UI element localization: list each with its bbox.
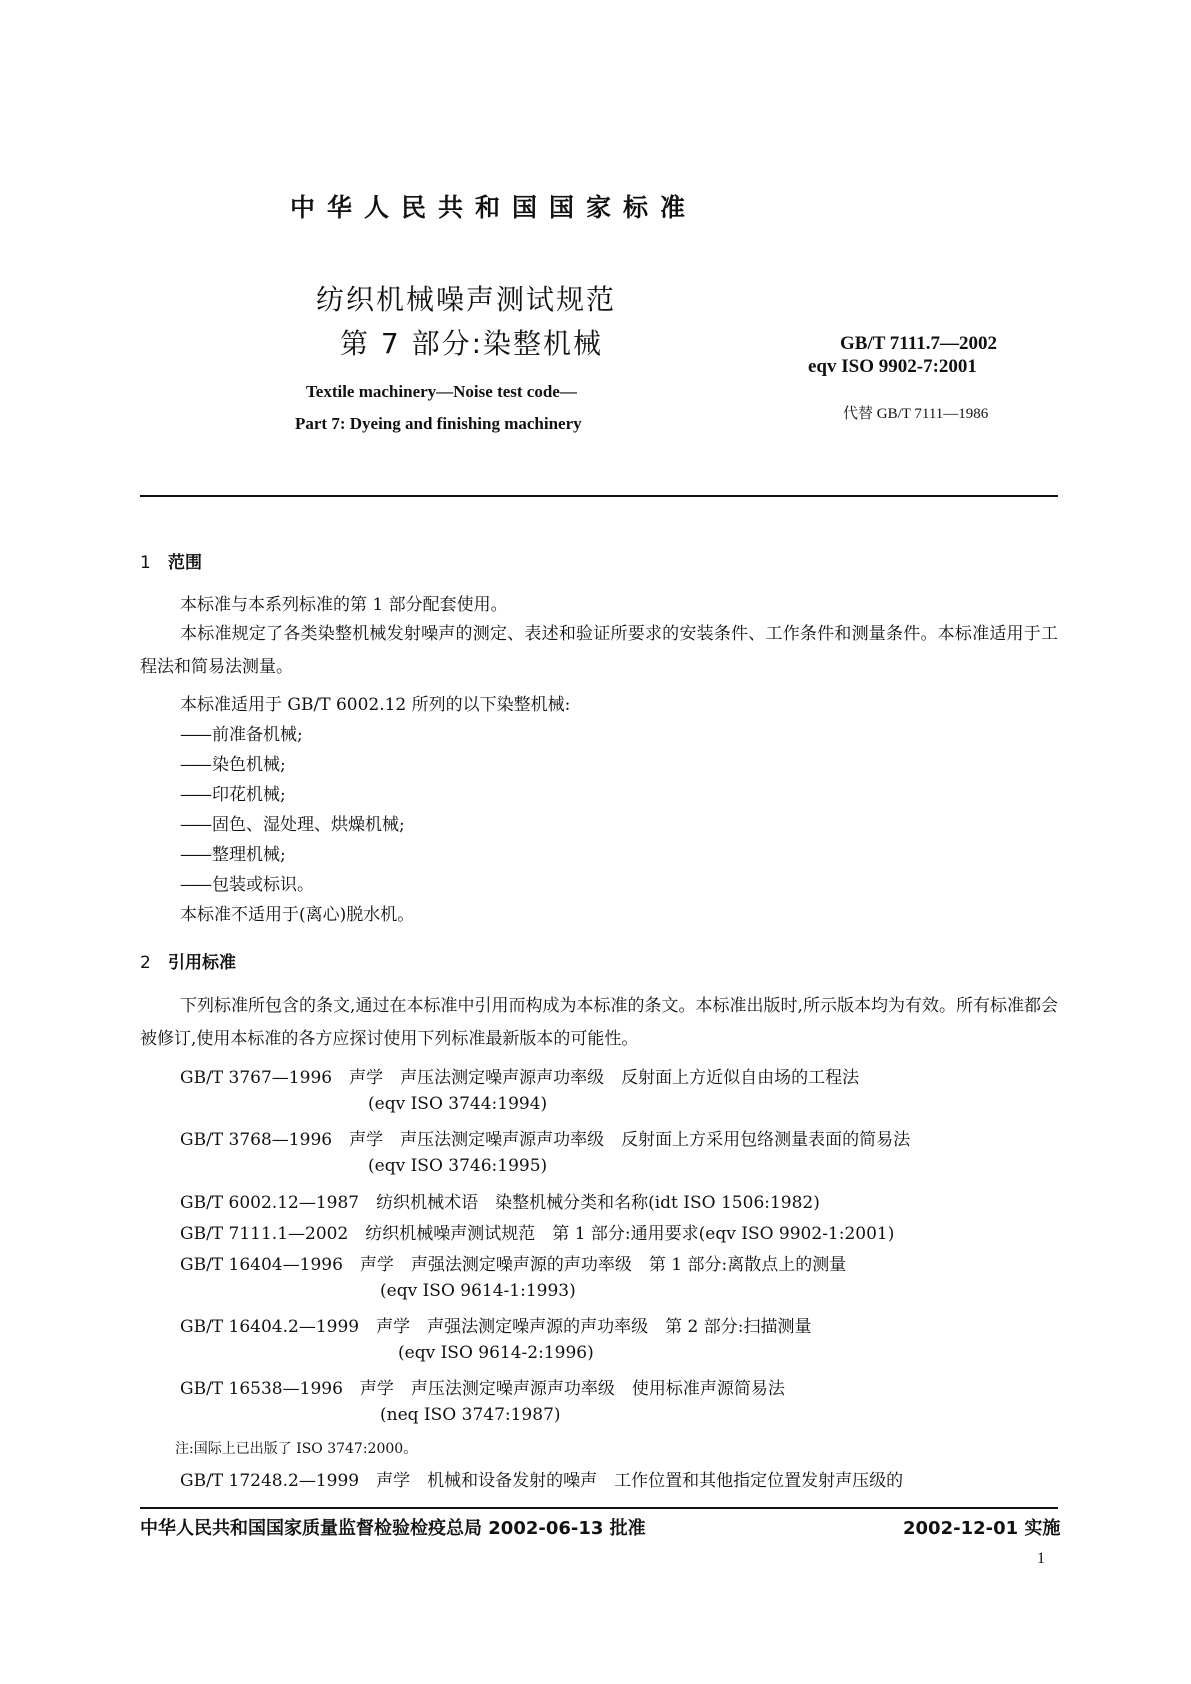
standard-replaces: 代替 GB/T 7111—1986 [843, 406, 989, 422]
reference-line: GB/T 16404.2—1999 声学 声强法测定噪声源的声功率级 第 2 部分:扫描测量 [180, 1317, 812, 1337]
reference-note: 注:国际上已出版了 ISO 3747:2000。 [175, 1441, 418, 1457]
reference-line: GB/T 6002.12—1987 纺织机械术语 染整机械分类和名称(idt ISO 1506:1982) [180, 1193, 820, 1213]
reference-subline: (neq ISO 3747:1987) [380, 1405, 561, 1425]
reference-subline: (eqv ISO 9614-2:1996) [398, 1343, 594, 1363]
list-dash: —— [180, 845, 210, 865]
approval-statement: 中华人民共和国国家质量监督检验检疫总局 2002-06-13 批准 [140, 1518, 646, 1539]
reference-subline: (eqv ISO 9614-1:1993) [380, 1281, 576, 1301]
reference-line: GB/T 7111.1—2002 纺织机械噪声测试规范 第 1 部分:通用要求(eqv ISO 9902-1:2001) [180, 1224, 895, 1244]
list-dash: —— [180, 815, 210, 835]
section-1-p3: 本标准适用于 GB/T 6002.12 所列的以下染整机械: [180, 695, 571, 715]
section-1-heading [140, 548, 202, 573]
list-item: —— 整理机械; [180, 845, 286, 865]
section-1-p1: 本标准与本系列标准的第 1 部分配套使用。 [180, 595, 508, 615]
footer-divider [140, 1507, 1058, 1509]
reference-line: GB/T 16404—1996 声学 声强法测定噪声源的声功率级 第 1 部分:离散点上的测量 [180, 1255, 847, 1275]
list-dash: —— [180, 725, 210, 745]
section-2-title: 引用标准 [168, 953, 236, 973]
reference-line: GB/T 16538—1996 声学 声压法测定噪声源声功率级 使用标准声源简易法 [180, 1379, 785, 1399]
reference-subline: (eqv ISO 3746:1995) [368, 1156, 548, 1176]
section-2-heading [140, 948, 236, 973]
section-2-number: 2 [140, 953, 151, 973]
list-item: —— 染色机械; [180, 755, 286, 775]
reference-line: GB/T 3767—1996 声学 声压法测定噪声源声功率级 反射面上方近似自由场的工程法 [180, 1068, 860, 1088]
section-1-title: 范围 [168, 553, 202, 573]
standard-number: GB/T 7111.7—2002 [840, 333, 997, 354]
list-item: —— 包装或标识。 [180, 875, 314, 895]
implementation-date: 2002-12-01 实施 [903, 1518, 1061, 1539]
reference-line: GB/T 17248.2—1999 声学 机械和设备发射的噪声 工作位置和其他指定位置发射声压级的 [180, 1471, 904, 1491]
standard-equivalent: eqv ISO 9902-7:2001 [808, 356, 977, 377]
list-dash: —— [180, 875, 210, 895]
page-number: 1 [1037, 1550, 1045, 1567]
section-1-p4: 本标准不适用于(离心)脱水机。 [180, 905, 415, 925]
reference-line: GB/T 3768—1996 声学 声压法测定噪声源声功率级 反射面上方采用包络测量表面的简易法 [180, 1130, 911, 1150]
section-1-number: 1 [140, 553, 151, 573]
list-item: —— 固色、湿处理、烘燥机械; [180, 815, 405, 835]
title-en-line1: Textile machinery—Noise test code— [306, 382, 577, 401]
header-divider [140, 495, 1058, 497]
list-dash: —— [180, 755, 210, 775]
section-1-p2: 本标准规定了各类染整机械发射噪声的测定、表述和验证所要求的安装条件、工作条件和测量条件。本标准适用于工程法和简易法测量。 [140, 624, 1058, 677]
title-cn-line1: 纺织机械噪声测试规范 [316, 283, 617, 316]
list-item: —— 印花机械; [180, 785, 286, 805]
section-2-intro: 下列标准所包含的条文,通过在本标准中引用而构成为本标准的条文。本标准出版时,所示版本均为有效。所有标准都会被修订,使用本标准的各方应探讨使用下列标准最新版本的可能性。 [140, 996, 1058, 1049]
national-standard-heading: 中华人民共和国国家标准 [290, 193, 698, 222]
reference-subline: (eqv ISO 3744:1994) [368, 1094, 548, 1114]
list-item: —— 前准备机械; [180, 725, 303, 745]
title-en-line2: Part 7: Dyeing and finishing machinery [295, 414, 582, 433]
list-dash: —— [180, 785, 210, 805]
title-cn-line2: 第 7 部分:染整机械 [340, 327, 604, 360]
